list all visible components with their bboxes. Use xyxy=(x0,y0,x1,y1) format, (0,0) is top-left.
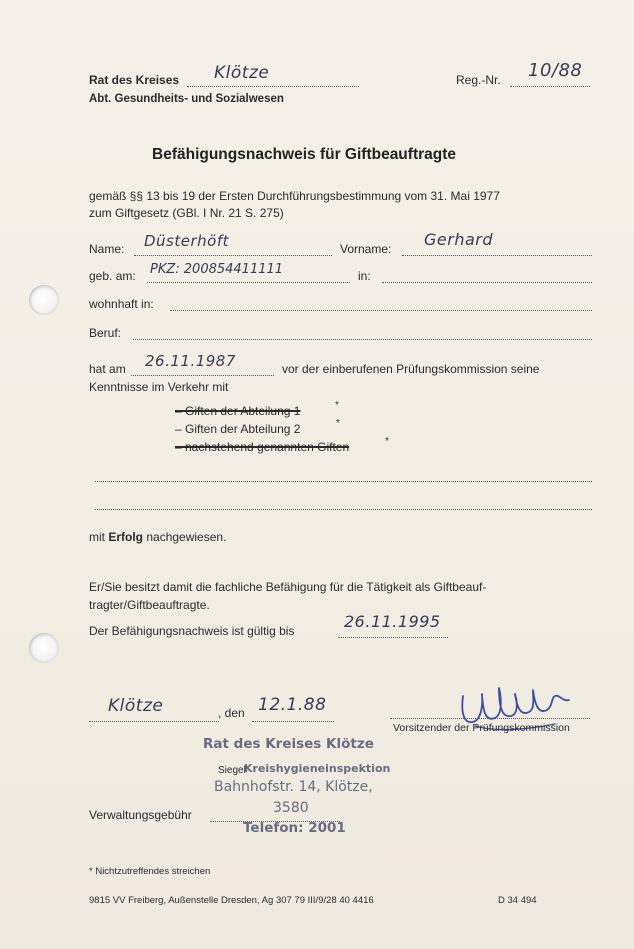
firstname-dotline xyxy=(402,255,592,256)
legal-basis-line1: gemäß §§ 13 bis 19 der Ersten Durchführungsbestimmung vom 31. Mai 1977 xyxy=(89,189,500,203)
profession-label: Beruf: xyxy=(89,326,122,340)
option-poison-class-1: – Giften der Abteilung 1 xyxy=(175,404,301,418)
stamp-line1: Rat des Kreises Klötze xyxy=(203,736,374,752)
validity-label: Der Befähigungsnachweis ist gültig bis xyxy=(89,624,295,638)
birthplace-dotline xyxy=(382,282,592,283)
footnote: * Nichtzutreffendes streichen xyxy=(89,866,211,877)
born-dotline xyxy=(147,282,350,283)
profession-dotline xyxy=(133,339,592,340)
name-value: Düsterhöft xyxy=(144,232,229,250)
exam-suffix: vor der einberufenen Prüfungskommission seine xyxy=(282,362,540,376)
legal-basis-line2: zum Giftgesetz (GBl. I Nr. 21 S. 275) xyxy=(89,206,284,220)
signing-date-dotline xyxy=(252,721,334,722)
imprint-right: D 34 494 xyxy=(498,895,537,906)
chair-label: Vorsitzender der Prüfungskommission xyxy=(393,722,570,734)
validity-value: 26.11.1995 xyxy=(344,612,441,631)
reg-label: Reg.-Nr. xyxy=(456,73,501,87)
document-title: Befähigungsnachweis für Giftbeauftragte xyxy=(152,146,457,163)
residence-label: wohnhaft in: xyxy=(89,297,154,311)
option-poison-class-2-mark: * xyxy=(336,418,340,429)
stamp-line4: 3580 xyxy=(273,800,309,816)
seal-label: Siegel xyxy=(218,765,246,776)
result-text: mit Erfolg nachgewiesen. xyxy=(89,530,227,544)
signing-date-value: 12.1.88 xyxy=(258,695,327,715)
option-poison-class-2: – Giften der Abteilung 2 xyxy=(175,422,301,436)
place-dotline xyxy=(89,721,219,722)
stamp-line2: Kreishygieneinspektion xyxy=(244,762,391,775)
firstname-label: Vorname: xyxy=(340,242,392,256)
poisons-dotline-2 xyxy=(95,509,592,510)
exam-date-dotline xyxy=(131,375,274,376)
reg-dotline xyxy=(510,86,590,87)
council-dotline xyxy=(187,86,359,87)
department-label: Abt. Gesundheits- und Sozialwesen xyxy=(89,93,284,105)
qualification-line1: Er/Sie besitzt damit die fachliche Befähigung für die Tätigkeit als Giftbeauf- xyxy=(89,580,487,594)
council-label: Rat des Kreises xyxy=(89,73,180,87)
qualification-line2: tragter/Giftbeauftragte. xyxy=(89,598,210,612)
stamp-line5: Telefon: 2001 xyxy=(243,820,346,836)
name-label: Name: xyxy=(89,242,125,256)
punch-hole-bottom xyxy=(29,633,59,663)
option-named-poisons-mark: * xyxy=(385,436,389,447)
birthplace-label: in: xyxy=(358,269,371,283)
exam-prefix: hat am xyxy=(89,362,126,376)
exam-date-value: 26.11.1987 xyxy=(145,352,236,370)
council-value: Klötze xyxy=(214,63,270,83)
exam-line2: Kenntnisse im Verkehr mit xyxy=(89,380,229,394)
option-named-poisons: – nachstehend genannten Giften xyxy=(175,440,350,454)
born-value: PKZ: 200854411111 xyxy=(150,262,284,277)
residence-dotline xyxy=(170,310,592,311)
option-poison-class-1-mark: * xyxy=(335,400,339,411)
name-dotline xyxy=(134,255,332,256)
fee-dotline xyxy=(210,821,340,822)
fee-label: Verwaltungsgebühr xyxy=(89,808,192,822)
punch-hole-top xyxy=(29,285,59,315)
date-label: , den xyxy=(218,706,245,720)
born-label: geb. am: xyxy=(89,269,136,283)
poisons-dotline-1 xyxy=(95,481,592,482)
stamp-line3: Bahnhofstr. 14, Klötze, xyxy=(214,779,373,795)
reg-value: 10/88 xyxy=(528,60,583,81)
place-value: Klötze xyxy=(108,696,164,716)
imprint-left: 9815 VV Freiberg, Außenstelle Dresden, Ag 307 79 III/9/28 40 4416 xyxy=(89,895,374,906)
validity-dotline xyxy=(338,637,448,638)
firstname-value: Gerhard xyxy=(424,230,493,249)
